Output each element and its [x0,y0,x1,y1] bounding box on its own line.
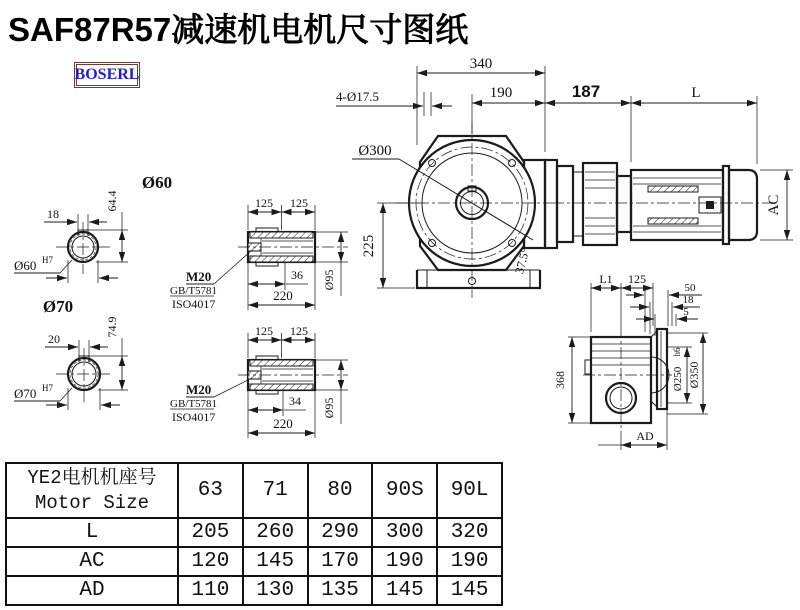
motor-size-table [5,462,503,606]
bore70-keyway-width: 20 [48,332,60,346]
col-header-63: 63 [178,463,243,518]
dim-value: 145 [372,576,437,605]
gearbox-side-view [553,272,708,450]
dim-value: 145 [243,547,308,576]
flange-diameter-label: Ø300 [358,143,392,159]
motor-side-view [545,160,793,248]
dim-value: 110 [178,576,243,605]
hollow-shaft-a [170,196,348,311]
bore60-fit-label: Ø60 [14,258,37,273]
shaft-a-std2: ISO4017 [172,297,216,311]
dim-190: 190 [489,85,513,101]
dim-value: 190 [372,547,437,576]
shaft-a-key-len: 36 [291,268,303,282]
side-dim-5: 5 [683,306,689,318]
dim-AC: AC [766,194,782,216]
table-header-en: Motor Size [34,491,150,514]
shaft-a-dia: Ø95 [322,269,336,291]
center-height-label: 225 [361,234,377,258]
shaft-a-std1: GB/T5781 [170,285,218,297]
dim-340: 340 [469,56,493,72]
col-header-80: 80 [308,463,373,518]
shaft-b-half2: 125 [290,324,308,338]
shaft-b-thread: M20 [186,382,212,397]
shaft-a-half1: 125 [255,196,273,210]
row-label-AD: AD [6,576,178,605]
dim-value: 190 [437,547,502,576]
bore70-fit-sup: H7 [42,383,53,393]
shaft-a-half2: 125 [290,196,308,210]
dim-value: 170 [308,547,373,576]
row-label-AC: AC [6,547,178,576]
col-header-71: 71 [243,463,308,518]
col-header-90S: 90S [372,463,437,518]
front-view [352,122,552,298]
bore70-dia-label: Ø70 [42,297,74,316]
angle-label: 37.5° [512,246,533,276]
side-dim-250-fit: h6 [672,347,682,357]
side-dim-50: 50 [684,282,696,294]
bore60-keyway-width: 18 [47,207,59,221]
shaft-a-thread: M20 [186,269,212,284]
dim-value: 260 [243,518,308,547]
side-dim-125: 125 [628,272,646,286]
page-title: SAF87R57减速机电机尺寸图纸 [8,11,469,48]
dim-value: 130 [243,576,308,605]
dim-value: 320 [437,518,502,547]
dim-value: 120 [178,547,243,576]
hollow-shaft-b [170,324,348,438]
bore60-fit-sup: H7 [42,255,53,265]
shaft-b-std2: ISO4017 [172,410,216,424]
side-dim-350: Ø350 [687,361,701,389]
shaft-b-dia: Ø95 [322,397,336,419]
bolt-hole-callout: 4-Ø17.5 [336,89,379,104]
top-dimensions [336,56,757,164]
bore70-keyway-height: 74.9 [105,316,119,338]
dim-value: 300 [372,518,437,547]
dim-187: 187 [571,82,601,101]
shaft-b-std1: GB/T5781 [170,398,218,410]
row-label-L: L [6,518,178,547]
bore-70-view [14,297,128,410]
bore-60-view [14,173,172,283]
side-dim-250: Ø250 [672,366,684,392]
dim-value: 290 [308,518,373,547]
dim-value: 135 [308,576,373,605]
shaft-b-half1: 125 [255,324,273,338]
brand-logo-text: BOSERL [74,66,140,83]
shaft-b-total-len: 220 [273,416,293,431]
side-dim-AD: AD [636,429,654,443]
col-header-90L: 90L [437,463,502,518]
side-dim-368: 368 [553,371,567,389]
dim-L: L [691,85,701,101]
table-header-cn: YE2电机机座号 [27,466,157,489]
side-dim-18: 18 [682,294,694,306]
bore60-keyway-height: 64.4 [105,190,119,212]
dim-value: 145 [437,576,502,605]
dim-value: 205 [178,518,243,547]
bore70-fit-label: Ø70 [14,386,37,401]
shaft-b-key-len: 34 [289,394,301,408]
shaft-a-total-len: 220 [273,288,293,303]
bore60-dia-label: Ø60 [141,173,173,192]
side-dim-L1: L1 [599,272,613,286]
table-header-label [6,463,178,518]
